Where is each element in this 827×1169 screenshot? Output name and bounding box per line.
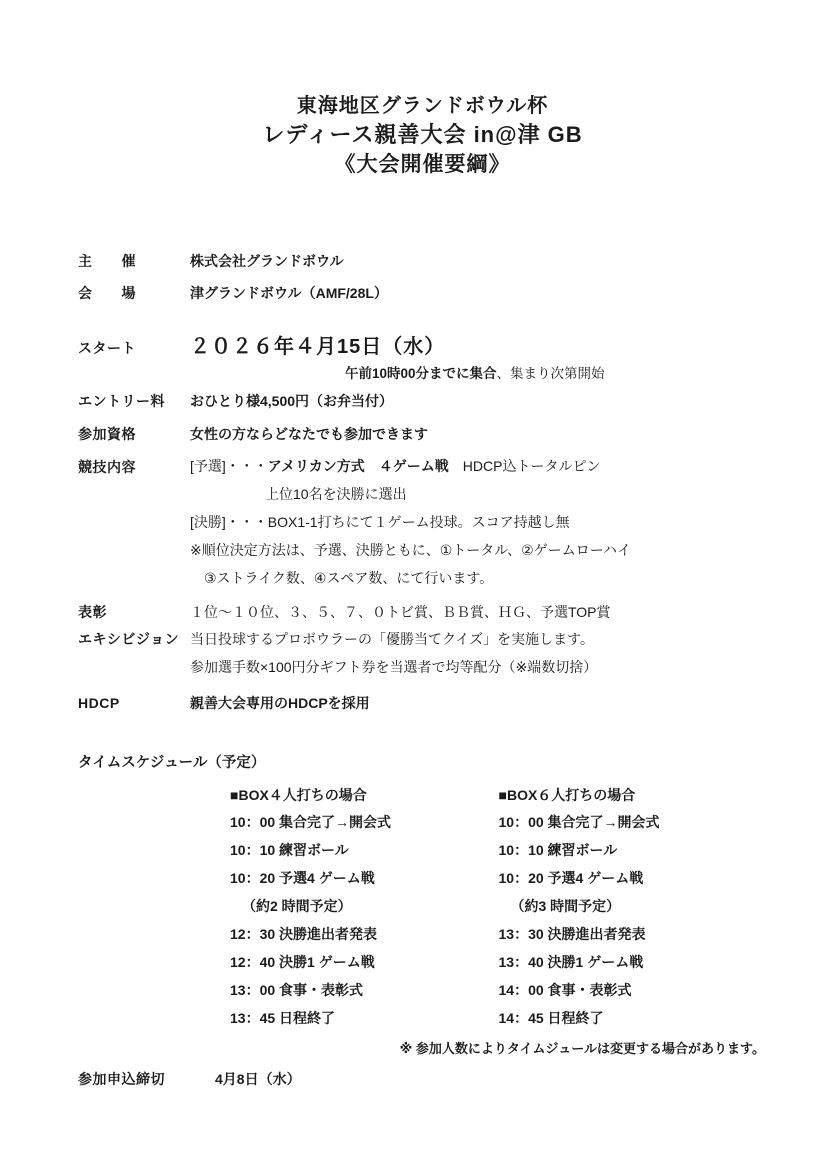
schedule-columns [230,782,767,1032]
schedule-box6-title: ■BOX６人打ちの場合 [498,787,636,803]
title-line-3: 《大会開催要綱》 [334,153,511,176]
deadline-row [78,1069,767,1089]
schedule-box6-row: 13：30 決勝進出者発表 [498,926,646,942]
exhibition-line-2: 参加選手数×100円分ギフト券を当選者で均等配分（※端数切捨） [190,659,598,675]
start-note [345,362,767,382]
award-value: １位～１０位、３、５、７、０トビ賞、ＢＢ賞、ＨＧ、予選TOP賞 [190,604,611,620]
schedule-box4-row: （約2 時間予定） [242,898,352,914]
competition-line-4: ※順位決定方法は、予選、決勝ともに、①トータル、②ゲームローハイ [190,542,632,558]
entry-fee-row [78,391,767,411]
schedule-heading: タイムスケジュール（予定） [78,755,266,771]
hdcp-row [78,693,767,713]
competition-line-1-bold: アメリカン方式 ４ゲーム戦 [267,458,449,474]
eligibility-label: 参加資格 [78,426,136,442]
schedule-box6-row: （約3 時間予定） [510,898,621,914]
host-label: 主 催 [78,253,136,269]
document-title [78,92,767,179]
competition-label: 競技内容 [78,459,136,475]
schedule-box4-row: 12：30 決勝進出者発表 [230,926,378,942]
venue-label: 会 場 [78,285,136,301]
exhibition-row [78,629,767,649]
competition-line-1 [190,457,631,476]
deadline-value: 4月8日（水） [215,1071,301,1087]
competition-line-5: ③ストライク数、④スペア数、にて行います。 [204,570,494,586]
schedule-box6-row: 10：10 練習ボール [498,842,618,858]
schedule-box4-row: 13：00 食事・表彰式 [230,982,364,998]
schedule-box6-row: 13：40 決勝1 ゲーム戦 [498,954,644,970]
eligibility-value: 女性の方ならどなたでも参加できます [190,426,428,442]
host-value: 株式会社グランドボウル [190,253,344,269]
venue-value: 津グランドボウル（AMF/28L） [190,285,388,301]
start-note-rest: 、集まり次第開始 [496,366,605,381]
competition-line-2: 上位10名を決勝に選出 [265,486,407,502]
award-row [78,602,767,622]
award-label: 表彰 [78,604,107,620]
schedule-box4-row: 12：40 決勝1 ゲーム戦 [230,954,375,970]
start-date: ２０２６年４月15日（水） [190,336,446,358]
deadline-label: 参加申込締切 [78,1071,165,1087]
start-note-bold: 午前10時00分までに集合 [345,366,497,381]
competition-row [78,457,767,597]
competition-line-1-prefix: [予選]・・・ [190,458,268,474]
schedule-note: ※ 参加人数によりタイムジュールは変更する場合があります。 [399,1041,765,1056]
schedule-box4-row: 10：10 練習ボール [230,842,349,858]
title-line-1: 東海地区グランドボウル杯 [296,95,549,117]
schedule-box4-row: 10：00 集合完了→開会式 [230,814,392,830]
exhibition-label: エキシビジョン [78,631,180,647]
start-row [78,337,767,358]
venue-row [78,283,767,303]
entry-fee-label: エントリー料 [78,393,165,409]
competition-line-1-suffix: HDCP込トータルピン [448,458,601,474]
schedule-box6-row: 14：00 食事・表彰式 [498,982,632,998]
schedule-column-box6 [499,782,768,1032]
competition-content [190,457,631,597]
schedule-box4-row: 10：20 予選4 ゲーム戦 [230,870,375,886]
hdcp-value: 親善大会専用のHDCPを採用 [190,695,370,711]
eligibility-row [78,424,767,444]
schedule-column-box4 [230,782,499,1032]
hdcp-label: HDCP [78,695,120,711]
schedule-box6-row: 14：45 日程終了 [498,1010,604,1026]
schedule-box6-row: 10：20 予選4 ゲーム戦 [498,870,644,886]
competition-line-3: [決勝]・・・BOX1-1打ちにて１ゲーム投球。スコア持越し無 [190,514,570,530]
schedule-box4-row: 13：45 日程終了 [230,1010,336,1026]
start-label: スタート [78,340,136,356]
title-line-2: レディース親善大会 in@津 GB [262,122,583,147]
exhibition-line-1: 当日投球するプロボウラーの「優勝当てクイズ」を実施します。 [190,631,595,647]
host-row [78,251,767,271]
schedule-box6-row: 10：00 集合完了→開会式 [498,814,660,830]
schedule-box4-title: ■BOX４人打ちの場合 [230,787,367,803]
entry-fee-value: おひとり様4,500円（お弁当付） [190,393,394,409]
